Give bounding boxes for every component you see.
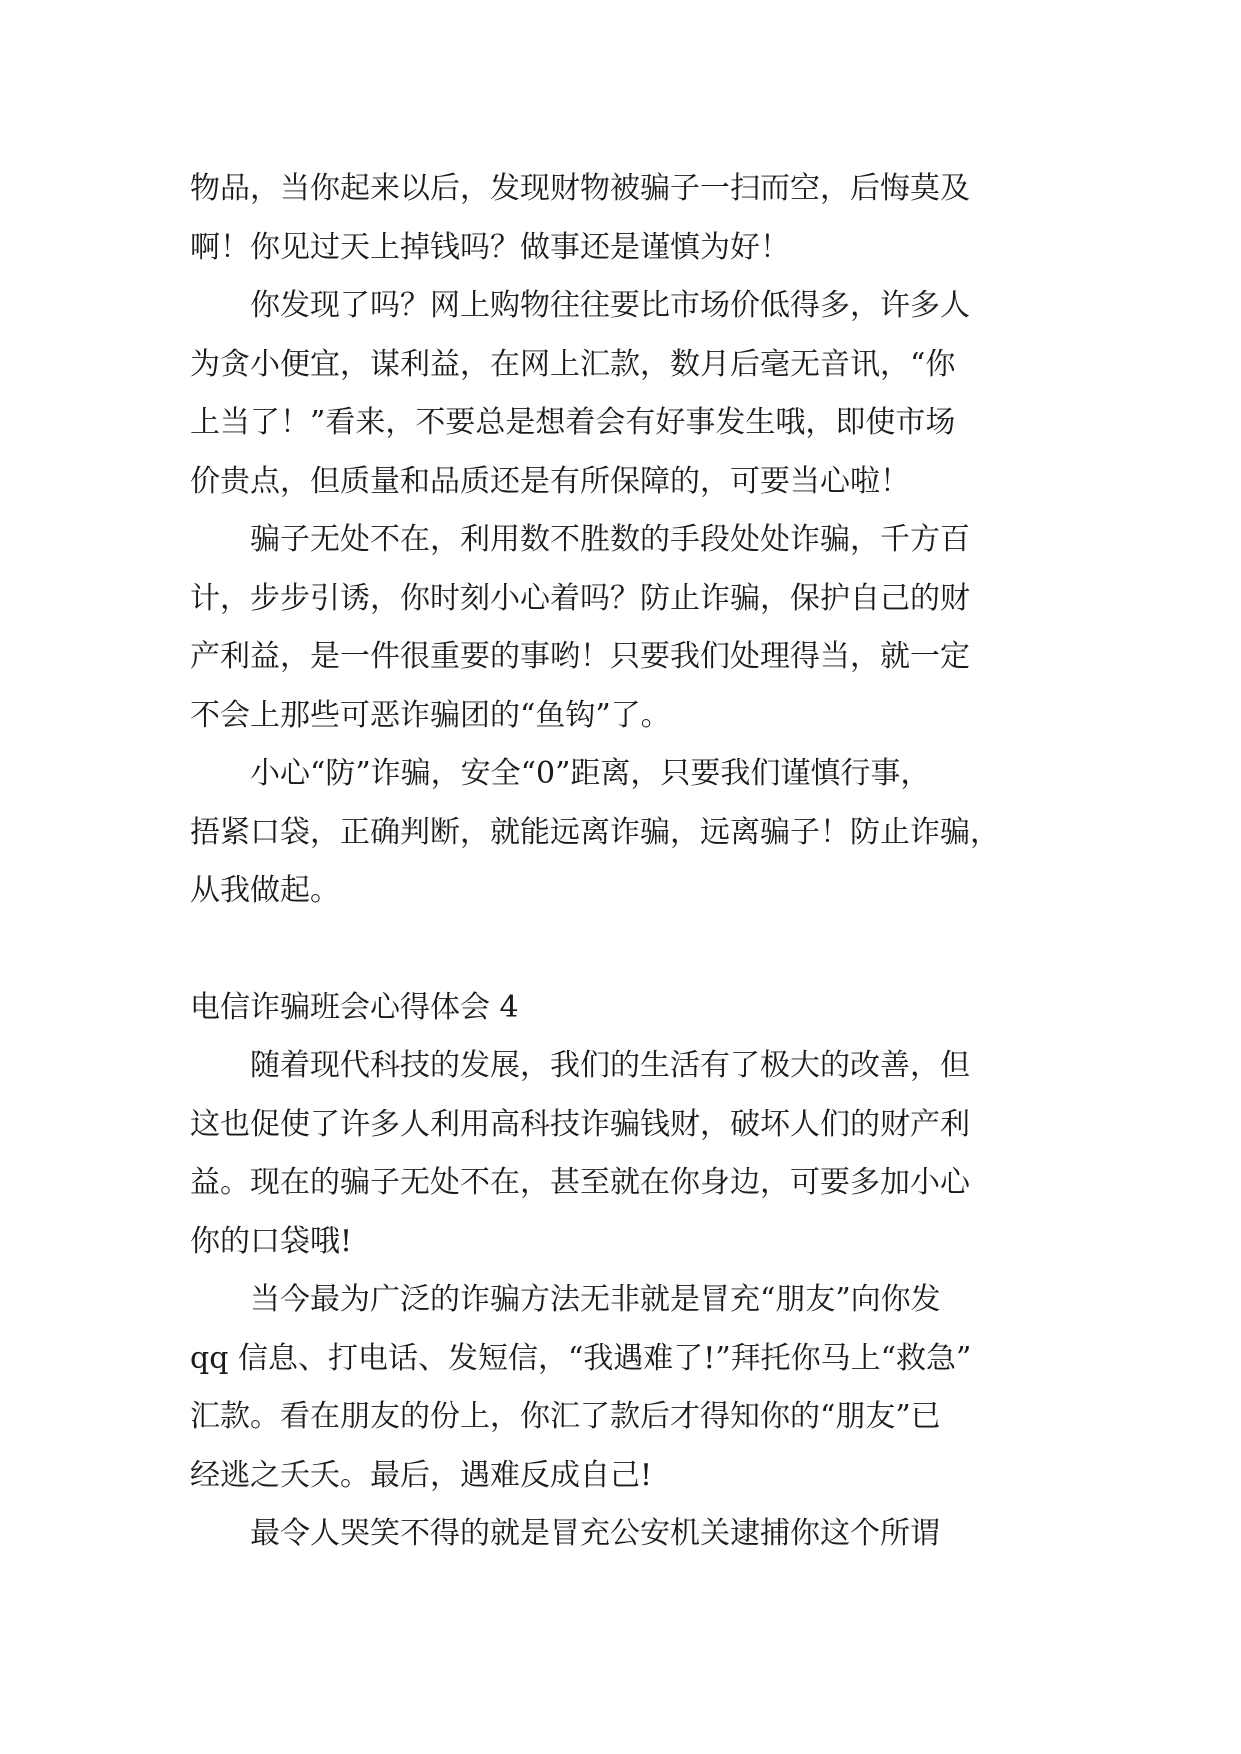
document-body	[190, 160, 1050, 1564]
paragraph-continuation: 物品，当你起来以后，发现财物被骗子一扫而空，后悔莫及 啊！你见过天上掉钱吗？做事还是谨慎为好！	[190, 171, 970, 265]
paragraph-technology: 随着现代科技的发展，我们的生活有了极大的改善，但 这也促使了许多人利用高科技诈骗钱财，破坏人们的财产利 益。现在的骗子无处不在，甚至就在你身边，可要多加小心 你的口袋哦!	[190, 1048, 970, 1259]
paragraph-online-shopping: 你发现了吗？网上购物往往要比市场价低得多，许多人 为贪小便宜，谋利益，在网上汇款，数月后毫无音讯，“你 上当了！”看来，不要总是想着会有好事发生哦，即使市场 价贵点，但质量和品质还是有所保障的，可要当心啦！	[190, 288, 970, 499]
section-heading: 电信诈骗班会心得体会 4	[190, 989, 519, 1025]
paragraph-fake-police: 最令人哭笑不得的就是冒充公安机关逮捕你这个所谓	[250, 1516, 940, 1551]
paragraph-conclusion: 小心“防”诈骗，安全“0”距离，只要我们谨慎行事， 捂紧口袋，正确判断，就能远离诈骗，远离骗子！防止诈骗， 从我做起。	[190, 756, 1000, 908]
paragraph-fake-friend: 当今最为广泛的诈骗方法无非就是冒充“朋友”向你发 qq 信息、打电话、发短信，“我遇难了!”拜托你马上“救急” 汇款。看在朋友的份上，你汇了款后才得知你的“朋友”已 经逃之夭夭。最后，遇难反成自己!	[190, 1282, 972, 1493]
paragraph-scammers-everywhere: 骗子无处不在，利用数不胜数的手段处处诈骗，千方百 计，步步引诱，你时刻小心着吗？防止诈骗，保护自己的财 产利益，是一件很重要的事哟！只要我们处理得当，就一定 不会上那些可恶诈骗团的“鱼钩”了。	[190, 522, 970, 733]
